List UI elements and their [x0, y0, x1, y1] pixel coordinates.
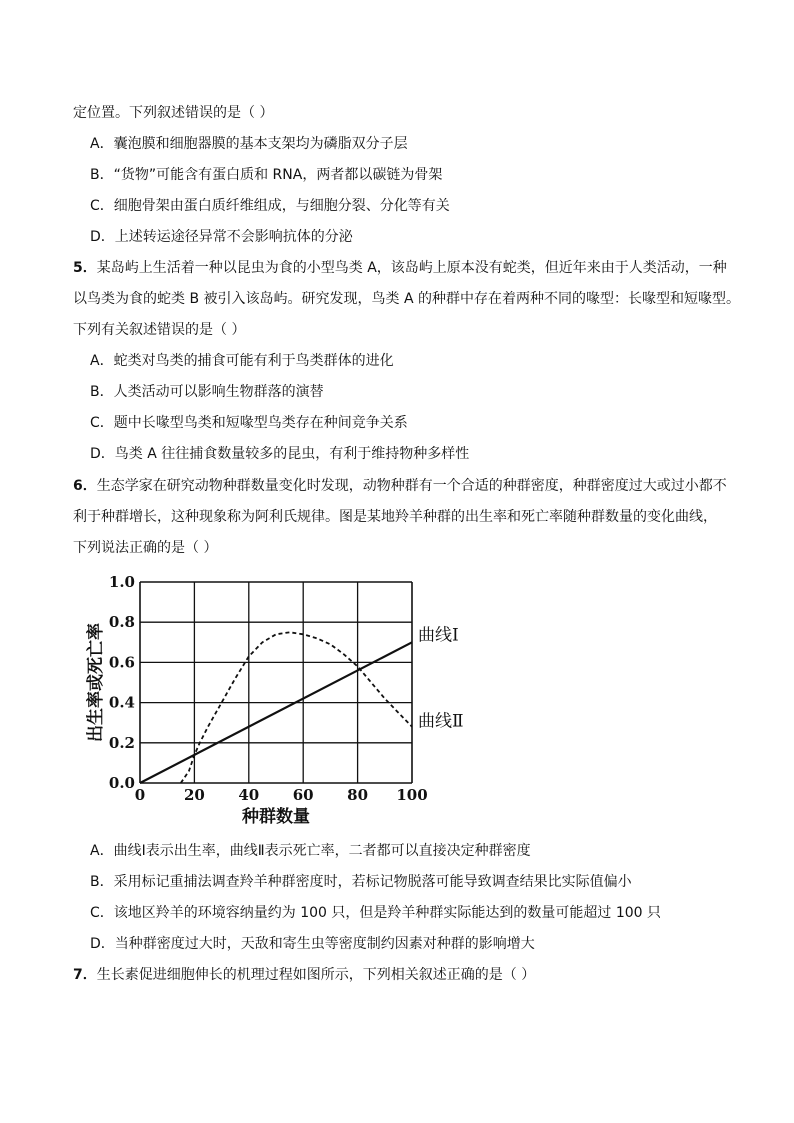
q5-stem-line-2: 以鸟类为食的蛇类 B 被引入该岛屿。研究发现，鸟类 A 的种群中存在着两种不同的喙型：长喙型和短喙型。 [73, 291, 740, 307]
y-tick-label: 0.8 [108, 613, 135, 632]
q6-option-b: B．采用标记重捕法调查羚羊种群密度时，若标记物脱落可能导致调查结果比实际值偏小 [90, 874, 632, 890]
q6-option-c: C．该地区羚羊的环境容纳量约为 100 只，但是羚羊种群实际能达到的数量可能超过 100 只 [90, 905, 662, 921]
q4-option-d: D．上述转运途径异常不会影响抗体的分泌 [90, 229, 353, 245]
q6-option-d: D．当种群密度过大时，天敌和寄生虫等密度制约因素对种群的影响增大 [90, 936, 535, 952]
q6-number: 6． [73, 478, 97, 494]
x-tick-label: 100 [396, 786, 428, 804]
chart-grid [140, 582, 412, 783]
q6-stem-line-2: 利于种群增长，这种现象称为阿利氏规律。图是某地羚羊种群的出生率和死亡率随种群数量的变化曲线， [73, 509, 717, 525]
q4-option-a: A．囊泡膜和细胞器膜的基本支架均为磷脂双分子层 [90, 136, 408, 152]
q4-option-c: C．细胞骨架由蛋白质纤维组成，与细胞分裂、分化等有关 [90, 198, 450, 214]
series-label-2: 曲线Ⅱ [418, 711, 464, 732]
q6-option-a: A．曲线Ⅰ表示出生率，曲线Ⅱ表示死亡率，二者都可以直接决定种群密度 [90, 843, 531, 859]
y-tick-label: 0.4 [108, 693, 135, 712]
series-line-1 [140, 642, 412, 783]
series-line-2 [181, 632, 412, 783]
q5-option-d: D．鸟类 A 往往捕食数量较多的昆虫，有利于维持物种多样性 [90, 446, 470, 462]
q5-option-b: B．人类活动可以影响生物群落的演替 [90, 384, 324, 400]
x-axis-label: 种群数量 [242, 807, 310, 827]
q5-stem-line-3: 下列有关叙述错误的是（ ） [73, 322, 246, 338]
q7-stem-text: 生长素促进细胞伸长的机理过程如图所示，下列相关叙述正确的是（ ） [96, 967, 536, 983]
chart-series [140, 632, 412, 783]
q5-option-a: A．蛇类对鸟类的捕食可能有利于鸟类群体的进化 [90, 353, 394, 369]
x-tick-label: 40 [238, 786, 260, 804]
y-tick-label: 1.0 [108, 573, 135, 591]
q6-stem-line-3: 下列说法正确的是（ ） [73, 540, 218, 556]
q4-option-b: B．“货物”可能含有蛋白质和 RNA，两者都以碳链为骨架 [90, 167, 443, 183]
q6-stem-text-1: 生态学家在研究动物种群数量变化时发现，动物种群有一个合适的种群密度，种群密度过大或过小都不 [96, 478, 727, 494]
birth-death-rate-chart [80, 565, 480, 835]
q7-stem-line [73, 966, 535, 984]
q5-option-c: C．题中长喙型鸟类和短喙型鸟类存在种间竞争关系 [90, 415, 408, 431]
x-tick-label: 80 [347, 786, 369, 804]
q6-stem-line-1 [73, 477, 727, 495]
q5-stem-line-1 [73, 259, 727, 277]
y-tick-label: 0.2 [108, 733, 135, 752]
x-tick-label: 0 [134, 786, 146, 804]
x-tick-label: 20 [183, 786, 205, 804]
q5-number: 5． [73, 260, 97, 276]
y-axis-label: 出生率或死亡率 [86, 623, 106, 742]
q7-number: 7． [73, 967, 97, 983]
y-tick-label: 0.0 [108, 774, 135, 792]
chart-ticks [109, 573, 428, 804]
x-tick-label: 60 [292, 786, 314, 804]
series-label-1: 曲线Ⅰ [418, 625, 459, 646]
q4-stem-tail: 定位置。下列叙述错误的是（ ） [73, 105, 274, 121]
y-tick-label: 0.6 [108, 653, 135, 672]
q5-stem-text-1: 某岛屿上生活着一种以昆虫为食的小型鸟类 A，该岛屿上原本没有蛇类，但近年来由于人类活动，一种 [96, 260, 727, 276]
